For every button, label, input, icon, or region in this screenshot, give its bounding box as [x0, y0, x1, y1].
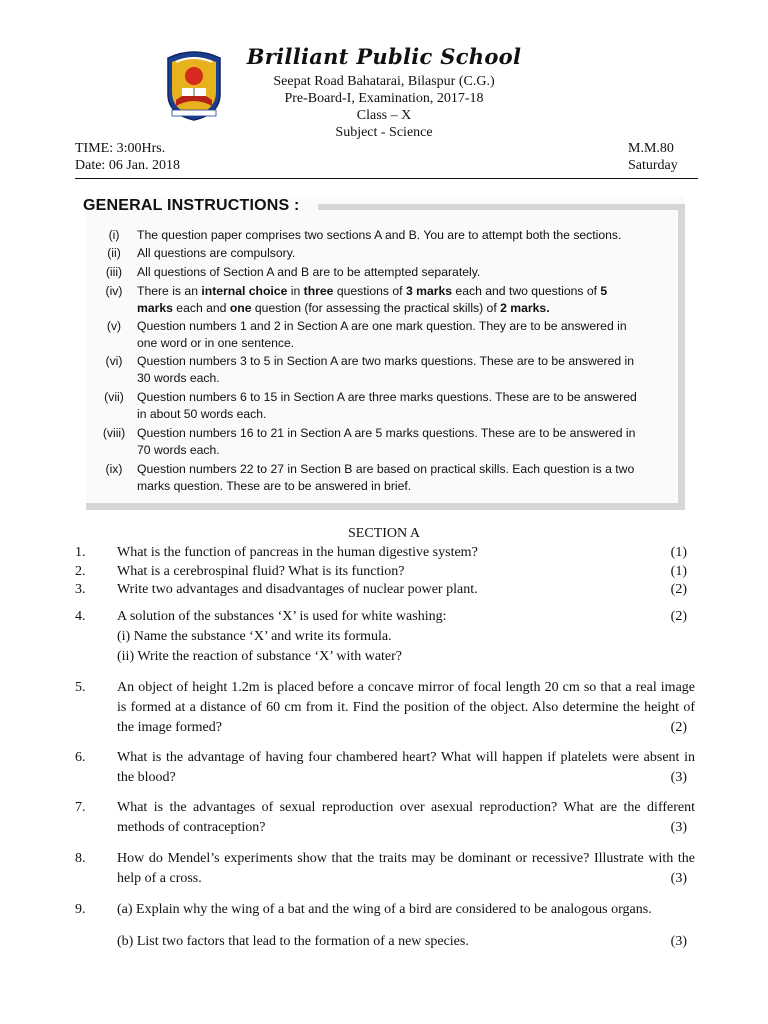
instruction-text: one word or in one sentence. — [137, 336, 295, 350]
instruction-number: (ii) — [107, 246, 121, 260]
instruction-text: in about 50 words each. — [137, 407, 267, 421]
instruction-number: (vii) — [104, 390, 124, 404]
school-address: Seepat Road Bahatarai, Bilaspur (C.G.) — [273, 74, 495, 89]
question-text: (i) Name the substance ‘X’ and write its formula. — [117, 629, 392, 644]
instructions-title: GENERAL INSTRUCTIONS : — [83, 197, 300, 214]
exam-day: Saturday — [628, 158, 678, 173]
question-number: 8. — [75, 851, 86, 866]
subject-label: Subject - Science — [335, 125, 433, 140]
question-number: 2. — [75, 564, 86, 579]
question-text: What is a cerebrospinal fluid? What is its function? — [117, 564, 405, 579]
instructions-bottom-border — [86, 503, 685, 510]
exam-title: Pre-Board-I, Examination, 2017-18 — [284, 91, 484, 106]
school-name: Brilliant Public School — [246, 44, 522, 69]
question-number: 4. — [75, 609, 86, 624]
instruction-text: The question paper comprises two sections A and B. You are to attempt both the sections. — [137, 228, 622, 242]
question-text: (ii) Write the reaction of substance ‘X’ with water? — [117, 649, 403, 664]
question-marks: (3) — [670, 820, 687, 835]
question-text: (b) List two factors that lead to the formation of a new species. — [117, 934, 469, 949]
question-number: 1. — [75, 545, 86, 560]
question-text: (a) Explain why the wing of a bat and the wing of a bird are considered to be analogous organs. — [117, 902, 652, 917]
question-marks: (2) — [670, 582, 687, 597]
section-title: SECTION A — [348, 526, 420, 541]
question-number: 9. — [75, 902, 86, 917]
max-marks: M.M.80 — [628, 141, 674, 156]
question-marks: (1) — [670, 564, 687, 579]
instruction-text: Question numbers 3 to 5 in Section A are two marks questions. These are to be answered in — [137, 354, 635, 368]
instruction-text: Question numbers 6 to 15 in Section A are three marks questions. These are to be answered — [137, 390, 637, 404]
instruction-number: (iv) — [105, 284, 123, 298]
instruction-text: 30 words each. — [137, 371, 220, 385]
question-number: 5. — [75, 680, 86, 695]
exam-time: TIME: 3:00Hrs. — [75, 141, 166, 156]
question-marks: (3) — [670, 934, 687, 949]
instruction-text: There is an internal choice in three questions of 3 marks each and two questions of 5 — [137, 284, 608, 298]
question-text: How do Mendel’s experiments show that the traits may be dominant or recessive? Illustrate with the — [117, 851, 695, 866]
question-text: An object of height 1.2m is placed before a concave mirror of focal length 20 cm so that a real image — [117, 680, 695, 695]
instruction-text: All questions of Section A and B are to be attempted separately. — [137, 265, 481, 279]
instruction-number: (v) — [106, 319, 122, 333]
instructions-top-border — [318, 204, 685, 210]
instruction-text: marks question. These are to be answered in brief. — [137, 479, 412, 493]
question-text: the image formed? — [117, 720, 222, 735]
instruction-text: Question numbers 22 to 27 in Section B are based on practical skills. Each question is a two — [137, 462, 635, 476]
instruction-text: marks each and one question (for assessing the practical skills) of 2 marks. — [137, 301, 550, 315]
question-number: 7. — [75, 800, 86, 815]
question-number: 3. — [75, 582, 86, 597]
question-marks: (1) — [670, 545, 687, 560]
instruction-text: 70 words each. — [137, 443, 220, 457]
question-text: What is the advantage of having four chambered heart? What will happen if platelets were absent in — [117, 750, 695, 765]
question-text: methods of contraception? — [117, 820, 266, 835]
instruction-number: (i) — [108, 228, 120, 242]
instruction-number: (viii) — [102, 426, 126, 440]
question-text: help of a cross. — [117, 871, 202, 886]
question-marks: (3) — [670, 871, 687, 886]
instructions-right-border — [678, 204, 685, 510]
instruction-number: (vi) — [105, 354, 123, 368]
instruction-number: (ix) — [105, 462, 123, 476]
question-text: is formed at a distance of 60 cm from it. Find the position of the object. Also determine the height of — [117, 700, 695, 715]
exam-date: Date: 06 Jan. 2018 — [75, 158, 180, 173]
question-text: Write two advantages and disadvantages of nuclear power plant. — [117, 582, 478, 597]
instruction-text: Question numbers 16 to 21 in Section A are 5 marks questions. These are to be answered in — [137, 426, 636, 440]
question-text: What is the function of pancreas in the human digestive system? — [117, 545, 478, 560]
question-marks: (2) — [670, 720, 687, 735]
header-divider — [75, 178, 698, 179]
instruction-number: (iii) — [105, 265, 123, 279]
question-marks: (3) — [670, 770, 687, 785]
question-marks: (2) — [670, 609, 687, 624]
question-text: What is the advantages of sexual reproduction over asexual reproduction? What are the different — [117, 800, 695, 815]
instruction-text: Question numbers 1 and 2 in Section A are one mark question. They are to be answered in — [137, 319, 627, 333]
question-text: the blood? — [117, 770, 176, 785]
instruction-text: All questions are compulsory. — [137, 246, 296, 260]
class-label: Class – X — [356, 108, 412, 123]
question-text: A solution of the substances ‘X’ is used for white washing: — [117, 609, 447, 624]
question-number: 6. — [75, 750, 86, 765]
